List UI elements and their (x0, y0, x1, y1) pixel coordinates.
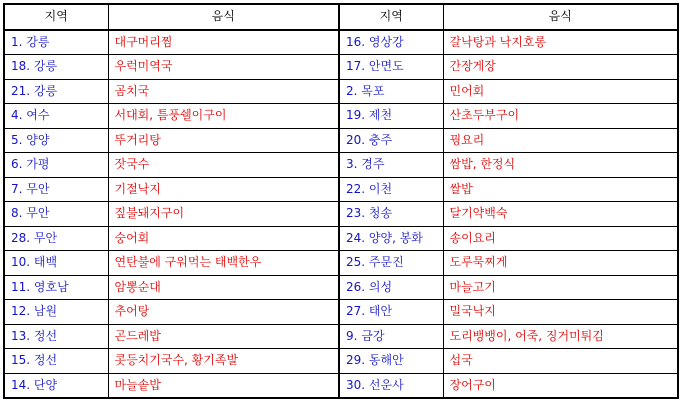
right-region-cell: 23. 청송 (339, 202, 443, 227)
left-region-cell: 7. 무안 (4, 177, 108, 202)
left-region-cell: 1. 강릉 (4, 30, 108, 55)
left-food-cell: 콧등치기국수, 황기족발 (108, 349, 339, 374)
right-food-cell: 도리뱅뱅이, 어죽, 징거미튀김 (443, 324, 678, 349)
left-region-cell: 5. 양양 (4, 128, 108, 153)
left-food-cell: 연탄불에 구워먹는 태백한우 (108, 251, 339, 276)
left-food-cell: 추어탕 (108, 300, 339, 325)
table-row (4, 104, 678, 129)
left-region-cell: 4. 여수 (4, 104, 108, 129)
right-food-cell: 쌈밥, 한정식 (443, 153, 678, 178)
table-row (4, 79, 678, 104)
left-food-cell: 짚불돼지구이 (108, 202, 339, 227)
left-region-cell: 15. 정선 (4, 349, 108, 374)
right-food-cell: 쌀밥 (443, 177, 678, 202)
left-region-cell: 18. 강릉 (4, 55, 108, 80)
right-food-cell: 섭국 (443, 349, 678, 374)
right-region-cell: 17. 안면도 (339, 55, 443, 80)
left-food-cell: 우럭미역국 (108, 55, 339, 80)
left-food-cell: 숭어회 (108, 226, 339, 251)
table-row (4, 177, 678, 202)
left-food-cell: 암뽕순대 (108, 275, 339, 300)
left-region-cell: 11. 영호남 (4, 275, 108, 300)
right-food-cell: 민어회 (443, 79, 678, 104)
right-food-cell: 달기약백숙 (443, 202, 678, 227)
left-food-cell: 잣국수 (108, 153, 339, 178)
right-region-cell: 2. 목포 (339, 79, 443, 104)
right-food-cell: 마늘고기 (443, 275, 678, 300)
header-region-left: 지역 (4, 4, 108, 30)
right-food-cell: 장어구이 (443, 373, 678, 398)
right-food-cell: 밀국낙지 (443, 300, 678, 325)
table-row (4, 226, 678, 251)
right-region-cell: 22. 이천 (339, 177, 443, 202)
right-food-cell: 꿩요리 (443, 128, 678, 153)
table-row (4, 373, 678, 398)
header-region-right: 지역 (339, 4, 443, 30)
table-row (4, 55, 678, 80)
table-row (4, 153, 678, 178)
regional-food-table-container (3, 3, 679, 399)
right-region-cell: 19. 제천 (339, 104, 443, 129)
table-row (4, 349, 678, 374)
table-row (4, 202, 678, 227)
left-region-cell: 28. 무안 (4, 226, 108, 251)
right-food-cell: 갈낙탕과 낙지호롱 (443, 30, 678, 55)
table-row (4, 275, 678, 300)
left-food-cell: 기절낙지 (108, 177, 339, 202)
right-region-cell: 27. 태안 (339, 300, 443, 325)
left-region-cell: 14. 단양 (4, 373, 108, 398)
table-row (4, 324, 678, 349)
left-region-cell: 8. 무안 (4, 202, 108, 227)
right-food-cell: 간장게장 (443, 55, 678, 80)
left-region-cell: 12. 남원 (4, 300, 108, 325)
left-food-cell: 곤드레밥 (108, 324, 339, 349)
right-region-cell: 9. 금강 (339, 324, 443, 349)
table-row (4, 251, 678, 276)
left-region-cell: 21. 강릉 (4, 79, 108, 104)
right-region-cell: 30. 선운사 (339, 373, 443, 398)
regional-food-table (3, 3, 679, 399)
right-region-cell: 16. 영상강 (339, 30, 443, 55)
right-region-cell: 26. 의성 (339, 275, 443, 300)
right-region-cell: 20. 충주 (339, 128, 443, 153)
left-food-cell: 곰치국 (108, 79, 339, 104)
left-food-cell: 대구머리찜 (108, 30, 339, 55)
header-food-right: 음식 (443, 4, 678, 30)
table-row (4, 30, 678, 55)
header-row (4, 4, 678, 30)
right-region-cell: 25. 주문진 (339, 251, 443, 276)
table-row (4, 300, 678, 325)
left-food-cell: 뚜거리탕 (108, 128, 339, 153)
left-region-cell: 6. 가평 (4, 153, 108, 178)
right-region-cell: 3. 경주 (339, 153, 443, 178)
right-food-cell: 도루묵찌게 (443, 251, 678, 276)
right-food-cell: 송이요리 (443, 226, 678, 251)
left-food-cell: 마늘솥밥 (108, 373, 339, 398)
right-region-cell: 29. 동해안 (339, 349, 443, 374)
left-food-cell: 서대회, 틈풍쉘이구이 (108, 104, 339, 129)
left-region-cell: 13. 정선 (4, 324, 108, 349)
left-region-cell: 10. 태백 (4, 251, 108, 276)
header-food-left: 음식 (108, 4, 339, 30)
right-region-cell: 24. 양양, 봉화 (339, 226, 443, 251)
right-food-cell: 산초두부구이 (443, 104, 678, 129)
table-row (4, 128, 678, 153)
